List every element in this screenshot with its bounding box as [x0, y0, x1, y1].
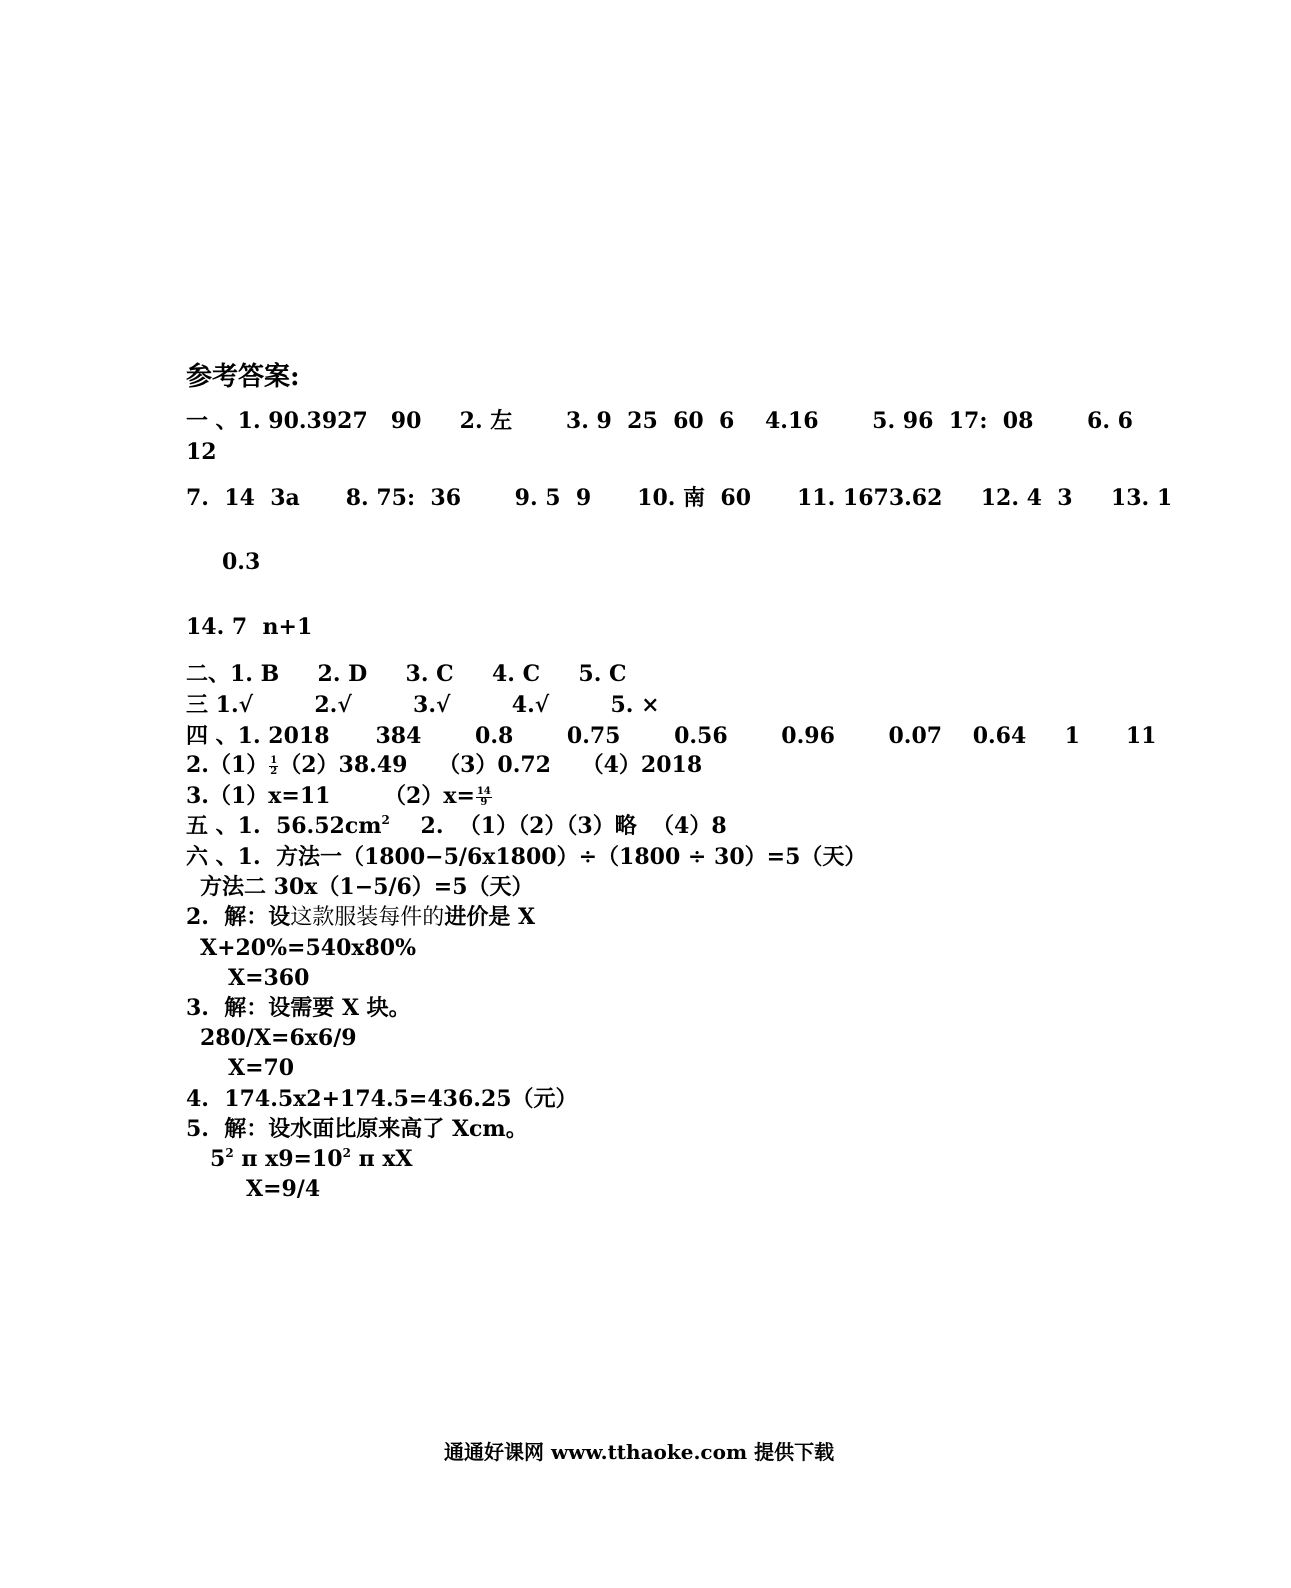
q5-eq-part1: 5 [210, 1146, 226, 1172]
part4-line3 [186, 783, 493, 809]
part6-q5-equation [210, 1146, 413, 1172]
part3-answers: 三 1.√ 2.√ 3.√ 4.√ 5. × [186, 692, 660, 718]
part6-q5-answer: X=9/4 [246, 1176, 321, 1202]
q2-start: 2. 解：设 [186, 904, 291, 930]
part1-line4: 14. 7 n+1 [186, 614, 313, 640]
fraction-numerator: 1 [270, 754, 278, 766]
part6-q2-equation: X+20%=540x80% [200, 935, 417, 961]
part6-q2-answer: X=360 [228, 965, 310, 991]
part2-answers: 二、1. B 2. D 3. C 4. C 5. C [186, 661, 627, 687]
fraction-denominator: 9 [480, 796, 488, 808]
page-title: 参考答案: [186, 362, 300, 392]
part1-line1-wrap: 12 [186, 439, 217, 465]
part1-line2: 7. 14 3a 8. 75: 36 9. 5 9 10. 南 60 11. 1673.62 12. 4 3 13. 1 [186, 485, 1173, 511]
fraction-fourteen-ninths [476, 787, 492, 808]
part6-line1: 六 、1. 方法一（1800−5/6x1800）÷（1800 ÷ 30）=5（天） [186, 844, 867, 870]
part6-q3-answer: X=70 [228, 1055, 295, 1081]
part4-line1: 四 、1. 2018 384 0.8 0.75 0.56 0.96 0.07 0.64 1 11 [186, 723, 1157, 749]
part4-line3-start: 3.（1）x=11 （2）x= [186, 783, 475, 809]
superscript: 2 [225, 1146, 234, 1160]
part6-q3-equation: 280/X=6x6/9 [200, 1025, 357, 1051]
part6-q4: 4. 174.5x2+174.5=436.25（元） [186, 1086, 578, 1112]
part4-line2-start: 2.（1） [186, 752, 269, 778]
q5-eq-part2: π x9=10 [233, 1146, 343, 1172]
part6-q2 [186, 904, 535, 931]
part5-line [186, 813, 727, 839]
footer-download-note: 通通好课网 www.tthaoke.com 提供下载 [444, 1440, 835, 1464]
q2-middle: 这款服装每件的 [290, 905, 445, 930]
part6-q3: 3. 解：设需要 X 块。 [186, 995, 411, 1021]
fraction-one-half [269, 756, 278, 777]
part4-line2 [186, 752, 702, 778]
q2-end: 进价是 X [444, 904, 536, 930]
part6-line2: 方法二 30x（1−5/6）=5（天） [200, 874, 534, 900]
superscript: 2 [342, 1146, 351, 1160]
fraction-denominator: 2 [270, 765, 278, 777]
q5-eq-part3: π xX [350, 1146, 413, 1172]
part1-line1: 一 、1. 90.3927 90 2. 左 3. 9 25 60 6 4.16 5. 96 17: 08 6. 6 [186, 408, 1133, 434]
part4-line2-end: （2）38.49 （3）0.72 （4）2018 [279, 752, 703, 778]
superscript: 2 [381, 813, 390, 827]
part1-line3: 0.3 [222, 549, 261, 575]
part6-q5: 5. 解：设水面比原来高了 Xcm。 [186, 1116, 528, 1142]
part5-area: 五 、1. 56.52cm [186, 813, 382, 839]
fraction-numerator: 14 [476, 785, 491, 797]
part5-rest: 2. （1）（2）（3）略 （4）8 [389, 813, 727, 839]
